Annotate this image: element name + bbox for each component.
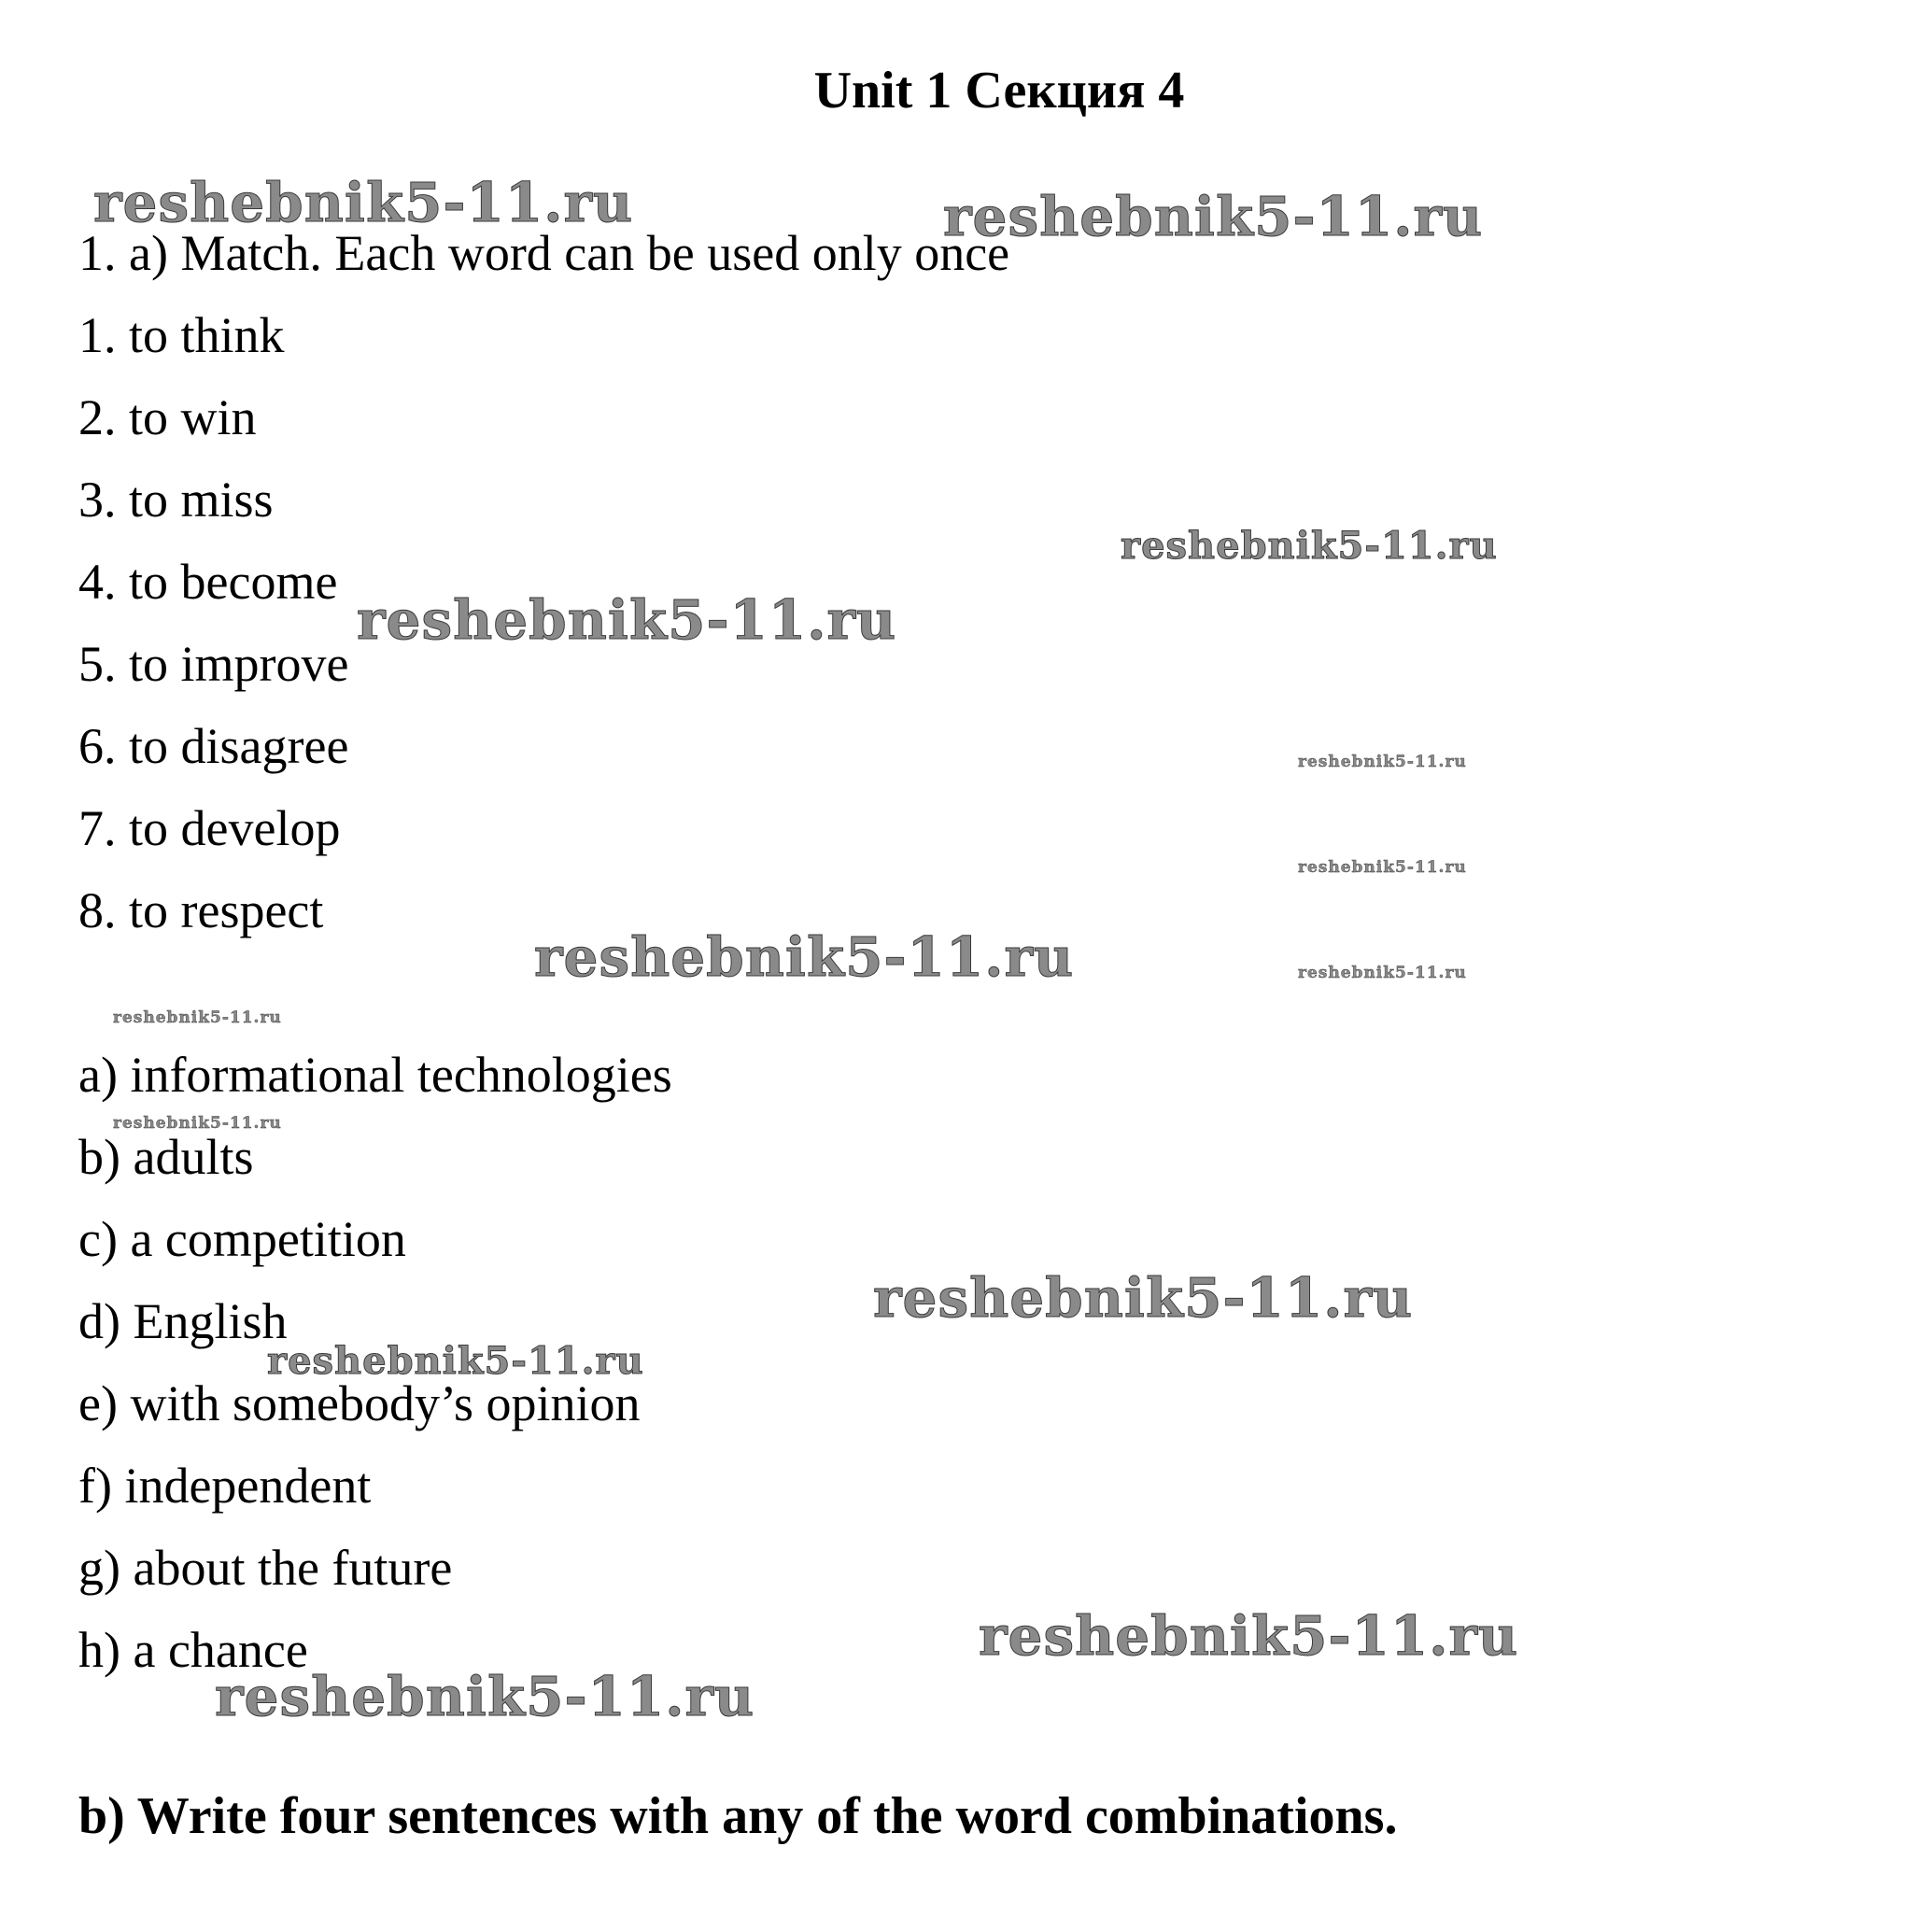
word-item: g) about the future [78,1540,453,1596]
watermark: reshebnik5-11.ru [534,925,1075,989]
watermark: reshebnik5-11.ru [357,588,897,652]
verb-item: 5. to improve [78,636,349,692]
word-item: h) a chance [78,1622,308,1678]
watermark: reshebnik5-11.ru [979,1604,1519,1668]
verb-item: 8. to respect [78,882,324,938]
watermark: reshebnik5-11.ru [215,1665,755,1728]
verb-item: 7. to develop [78,800,341,856]
verb-item: 4. to become [78,554,338,610]
watermark: reshebnik5-11.ru [1121,524,1498,568]
verb-item: 6. to disagree [78,718,349,774]
watermark: reshebnik5-11.ru [267,1339,644,1383]
watermark: reshebnik5-11.ru [1298,753,1467,771]
verb-item: 3. to miss [78,472,274,528]
task-a-heading: 1. a) Match. Each word can be used only once [78,225,1010,281]
word-item: b) adults [78,1129,254,1185]
verb-item: 2. to win [78,389,257,445]
page-title: Unit 1 Секция 4 [813,62,1185,120]
word-item: a) informational technologies [78,1047,672,1103]
watermark: reshebnik5-11.ru [1298,964,1467,982]
verb-item: 1. to think [78,307,285,363]
word-item: d) English [78,1293,288,1349]
watermark: reshebnik5-11.ru [113,1008,282,1027]
word-item: e) with somebody’s opinion [78,1375,641,1431]
task-b-heading: b) Write four sentences with any of the word combinations. [78,1787,1398,1845]
word-item: c) a competition [78,1211,406,1267]
watermark: reshebnik5-11.ru [943,185,1484,248]
watermark: reshebnik5-11.ru [1298,858,1467,877]
watermark: reshebnik5-11.ru [873,1266,1414,1330]
word-item: f) independent [78,1458,372,1514]
watermark: reshebnik5-11.ru [113,1114,282,1133]
watermark: reshebnik5-11.ru [93,171,634,234]
